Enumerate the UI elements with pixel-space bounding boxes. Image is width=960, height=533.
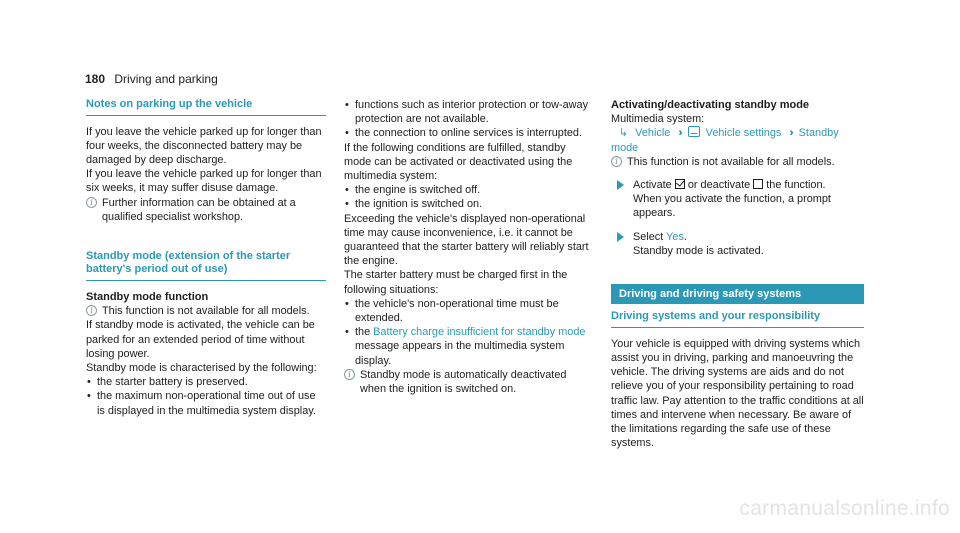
menu-item-vehicle[interactable]: Vehicle <box>635 127 671 140</box>
menu-item-vehicle-settings[interactable]: Vehicle settings <box>705 127 782 140</box>
info-icon: i <box>611 156 622 167</box>
checkbox-checked-icon <box>675 179 685 189</box>
step-text: Activate <box>633 179 672 192</box>
watermark: carmanualsonline.info <box>739 497 950 520</box>
page-header <box>85 72 218 86</box>
info-icon: i <box>344 369 355 380</box>
list-item: • the ignition is switched on. <box>344 197 592 211</box>
bullet-list <box>344 183 592 211</box>
note-text: This function is not available for all models. <box>627 155 835 168</box>
step-text: or deactivate <box>687 179 751 192</box>
info-note <box>86 196 326 224</box>
battery-message-link[interactable]: Battery charge insufficient for standby mode <box>373 326 586 339</box>
list-item <box>344 325 592 368</box>
step-text: Select <box>633 230 664 243</box>
chevron-icon: ›› <box>678 127 680 140</box>
bullet-suffix: message appears in the multimedia system display. <box>355 340 565 367</box>
list-item: • functions such as interior protection or tow-away protection are not available. <box>344 98 592 126</box>
info-note <box>344 368 592 396</box>
info-icon: i <box>86 305 97 316</box>
bullet-list <box>86 375 326 418</box>
info-icon: i <box>86 197 97 208</box>
paragraph: If the following conditions are fulfilled, standby mode can be activated or deactivated using the multimedia system: <box>344 141 573 183</box>
page-number: 180 <box>85 72 106 86</box>
note-text: This function is not available for all models. <box>102 305 310 318</box>
section-heading-responsibility: Driving systems and your responsibility <box>611 310 864 328</box>
step-text: When you activate the function, a prompt appears. <box>633 193 831 220</box>
bullet-list <box>344 297 592 368</box>
list-item: • the vehicle's non-operational time must be extended. <box>344 297 592 325</box>
subheading-standby-function: Standby mode function <box>86 290 209 303</box>
paragraph: If you leave the vehicle parked up for longer than six weeks, it may suffer disuse damage. <box>86 168 322 195</box>
page-section-title: Driving and parking <box>114 72 218 86</box>
info-note <box>611 155 864 169</box>
note-text: Further information can be obtained at a qualified specialist workshop. <box>102 196 296 223</box>
note-text: Standby mode is automatically deactivated when the ignition is switched on. <box>360 368 567 396</box>
paragraph: Multimedia system: <box>611 113 705 126</box>
instruction-step <box>611 178 864 221</box>
checkbox-empty-icon <box>753 179 763 189</box>
list-item: • the starter battery is preserved. <box>86 375 326 389</box>
yes-option[interactable]: Yes <box>666 230 684 243</box>
list-item: • the maximum non-operational time out of use is displayed in the multimedia system display. <box>86 389 326 417</box>
step-text: the function. <box>766 179 826 192</box>
step-text: Standby mode is activated. <box>633 244 764 257</box>
subheading-activate-standby: Activating/deactivating standby mode <box>611 99 810 111</box>
section-banner: Driving and driving safety systems <box>611 284 864 304</box>
paragraph: Standby mode is characterised by the following: <box>86 361 317 374</box>
list-item: • the engine is switched off. <box>344 183 592 197</box>
arrow-icon <box>617 180 624 190</box>
menu-path <box>611 126 864 154</box>
list-item: • the connection to online services is interrupted. <box>344 126 592 140</box>
paragraph: If standby mode is activated, the vehicle can be parked for an extended period of time without losing power. <box>86 319 315 360</box>
info-note <box>86 304 326 318</box>
instruction-step: Select Yes. Standby mode is activated. <box>611 230 864 258</box>
arrow-icon <box>617 232 624 242</box>
column-1 <box>86 98 326 418</box>
menu-item-standby-mode[interactable]: Standby mode <box>611 127 839 154</box>
section-heading-standby: Standby mode (extension of the starter battery's period out of use) <box>86 250 326 281</box>
paragraph: The starter battery must be charged first in the following situations: <box>344 269 568 296</box>
car-icon <box>688 126 700 137</box>
bullet-prefix: the <box>355 326 371 339</box>
enter-icon: ↳ <box>619 127 629 140</box>
paragraph: Your vehicle is equipped with driving systems which assist you in driving, parking and manoeuvring the vehicle. The driving systems are aids and do not relieve you of your responsibility pertaining to road traffic law. Pay attention to the traffic conditions at all times and intervene when necessary. Be aware of the limitations regarding the safe use of these systems. <box>611 337 864 450</box>
paragraph: Exceeding the vehicle's displayed non-operational time may cause inconvenience, i.e. it cannot be guaranteed that the starter battery will reliably start the engine. <box>344 212 589 268</box>
paragraph: If you leave the vehicle parked up for longer than four weeks, the disconnected battery may be damaged by deep discharge. <box>86 125 322 166</box>
bullet-list <box>344 98 592 141</box>
column-2 <box>344 98 592 396</box>
chevron-icon: ›› <box>789 127 791 140</box>
section-heading-parking: Notes on parking up the vehicle <box>86 98 326 116</box>
column-3 <box>611 98 864 450</box>
